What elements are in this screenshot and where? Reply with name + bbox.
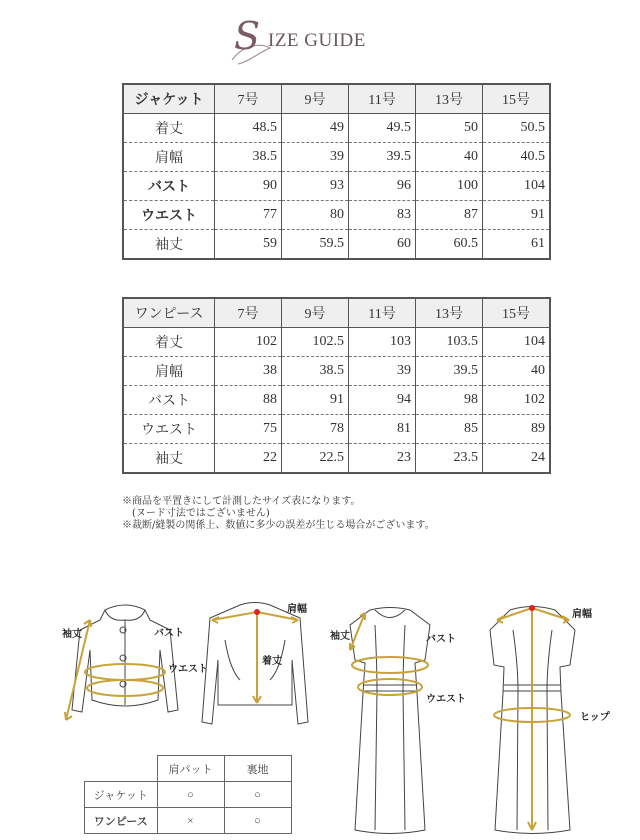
cell: ○ (157, 782, 224, 808)
cell: 38 (215, 357, 282, 386)
cell: 94 (349, 386, 416, 415)
header-cell (85, 756, 158, 782)
cell: 39 (282, 143, 349, 172)
size-guide-title (230, 14, 430, 60)
header-cell: 11号 (349, 298, 416, 328)
row-label: ウエスト (123, 201, 215, 230)
cell: 59.5 (282, 230, 349, 260)
table-row (85, 782, 292, 808)
cell: 49.5 (349, 114, 416, 143)
table-header-row (123, 84, 550, 114)
cell: 23.5 (416, 444, 483, 474)
header-cell: 11号 (349, 84, 416, 114)
table-row (123, 386, 550, 415)
cell: 39.5 (349, 143, 416, 172)
measurement-notes (122, 496, 435, 532)
title-initial: S (234, 14, 261, 58)
cell: 102 (483, 386, 551, 415)
cell: 96 (349, 172, 416, 201)
label-shoulder-width: 肩幅 (287, 604, 307, 615)
cell: 75 (215, 415, 282, 444)
table-row (85, 808, 292, 834)
title-text: IZE GUIDE (268, 30, 366, 51)
label-bust: バスト (154, 628, 184, 639)
table-row (123, 201, 550, 230)
cell: 89 (483, 415, 551, 444)
cell: 48.5 (215, 114, 282, 143)
dress-back-illustration-icon (485, 605, 580, 837)
row-label: ウエスト (123, 415, 215, 444)
cell: 100 (416, 172, 483, 201)
cell: 88 (215, 386, 282, 415)
table-row (123, 328, 550, 357)
cell: 22.5 (282, 444, 349, 474)
shoulder-point-icon (529, 605, 535, 611)
shoulder-point-icon (254, 609, 260, 615)
cell: 50 (416, 114, 483, 143)
table-row (123, 415, 550, 444)
header-cell: 肩パット (157, 756, 224, 782)
label-shoulder-width: 肩幅 (572, 609, 592, 620)
cell: 60.5 (416, 230, 483, 260)
label-length: 着丈 (262, 656, 282, 667)
cell: 80 (282, 201, 349, 230)
cell: 38.5 (282, 357, 349, 386)
dress-front-illustration-icon (345, 605, 435, 837)
row-label: ワンピース (85, 808, 158, 834)
cell: 103 (349, 328, 416, 357)
label-waist: ウエスト (168, 664, 208, 675)
cell: 38.5 (215, 143, 282, 172)
cell: 90 (215, 172, 282, 201)
cell: 39 (349, 357, 416, 386)
cell: 87 (416, 201, 483, 230)
header-cell: 7号 (215, 84, 282, 114)
cell: 61 (483, 230, 551, 260)
cell: 93 (282, 172, 349, 201)
cell: 77 (215, 201, 282, 230)
label-waist: ウエスト (426, 694, 466, 705)
cell: 78 (282, 415, 349, 444)
feature-table (84, 755, 292, 834)
table-row (123, 357, 550, 386)
header-cell: 15号 (483, 84, 551, 114)
row-label: 肩幅 (123, 357, 215, 386)
cell: 59 (215, 230, 282, 260)
dress-size-table (122, 297, 551, 474)
table-row (123, 143, 550, 172)
jacket-size-table (122, 83, 551, 260)
row-label: 着丈 (123, 114, 215, 143)
row-label: バスト (123, 386, 215, 415)
cell: 40 (416, 143, 483, 172)
cell: 24 (483, 444, 551, 474)
cell: 23 (349, 444, 416, 474)
cell: 98 (416, 386, 483, 415)
cell: 91 (483, 201, 551, 230)
cell: 39.5 (416, 357, 483, 386)
row-label: 着丈 (123, 328, 215, 357)
label-sleeve-length: 袖丈 (330, 631, 350, 642)
cell: ○ (224, 808, 291, 834)
cell: 40.5 (483, 143, 551, 172)
cell: 60 (349, 230, 416, 260)
table-row (123, 444, 550, 474)
header-cell: ジャケット (123, 84, 215, 114)
cell: × (157, 808, 224, 834)
row-label: 袖丈 (123, 230, 215, 260)
cell: 102 (215, 328, 282, 357)
table-row (123, 172, 550, 201)
cell: 49 (282, 114, 349, 143)
header-cell: 13号 (416, 84, 483, 114)
cell: 103.5 (416, 328, 483, 357)
header-cell: 15号 (483, 298, 551, 328)
row-label: ジャケット (85, 782, 158, 808)
row-label: 袖丈 (123, 444, 215, 474)
cell: 104 (483, 328, 551, 357)
cell: 91 (282, 386, 349, 415)
note-line: ※裁断/縫製の関係上、数値に多少の誤差が生じる場合がございます。 (122, 520, 435, 531)
label-bust: バスト (426, 634, 456, 645)
note-line: ※商品を平置きにして計測したサイズ表になります。 (122, 496, 361, 507)
cell: 40 (483, 357, 551, 386)
table-row (123, 114, 550, 143)
cell: 22 (215, 444, 282, 474)
label-sleeve-length: 袖丈 (62, 629, 82, 640)
jacket-back-illustration-icon (200, 600, 310, 730)
header-cell: 裏地 (224, 756, 291, 782)
cell: 50.5 (483, 114, 551, 143)
header-cell: 9号 (282, 84, 349, 114)
note-line: (ヌード寸法ではございません) (122, 508, 270, 519)
cell: 104 (483, 172, 551, 201)
header-cell: 9号 (282, 298, 349, 328)
table-header-row (85, 756, 292, 782)
cell: 81 (349, 415, 416, 444)
cell: 102.5 (282, 328, 349, 357)
header-cell: 13号 (416, 298, 483, 328)
table-header-row (123, 298, 550, 328)
header-cell: ワンピース (123, 298, 215, 328)
row-label: 肩幅 (123, 143, 215, 172)
cell: 85 (416, 415, 483, 444)
table-row (123, 230, 550, 260)
cell: ○ (224, 782, 291, 808)
row-label: バスト (123, 172, 215, 201)
header-cell: 7号 (215, 298, 282, 328)
cell: 83 (349, 201, 416, 230)
label-hip: ヒップ (580, 712, 610, 723)
